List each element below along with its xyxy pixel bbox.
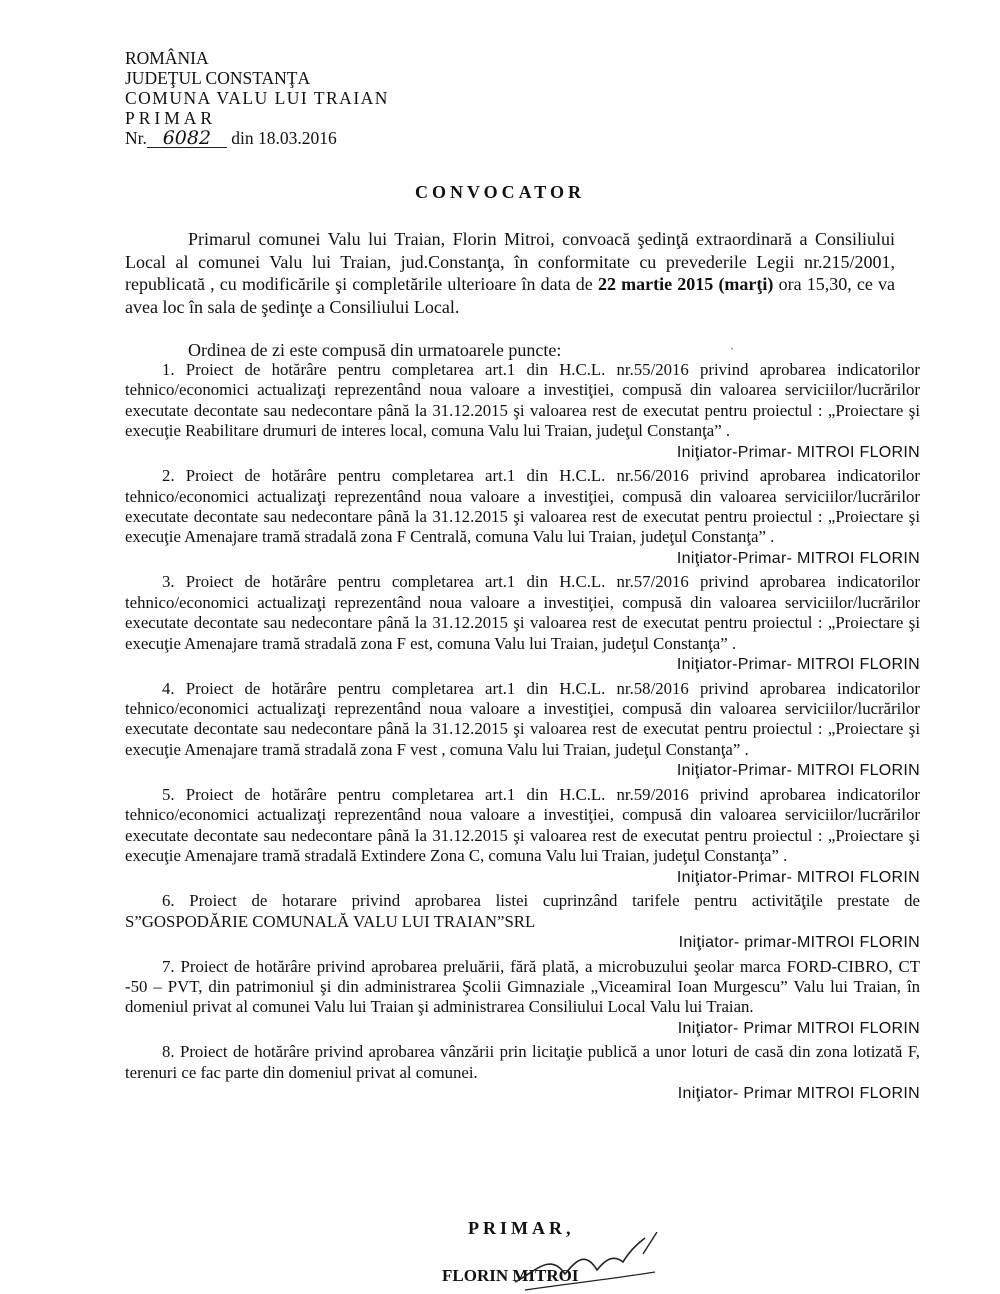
commune-line: COMUNA VALU LUI TRAIAN — [125, 88, 389, 108]
signature-title: PRIMAR, — [468, 1218, 575, 1238]
agenda-item-initiator: Iniţiator-Primar- MITROI FLORIN — [676, 656, 920, 674]
registration-date: din 18.03.2016 — [231, 128, 337, 148]
intro-text-end: ora 15,30, ce va avea loc în sala de şedinţe a Consiliului Local. — [125, 274, 896, 317]
office-line: PRIMAR — [125, 108, 217, 128]
agenda-item — [125, 957, 920, 1040]
signature-name: FLORIN MITROI — [442, 1266, 579, 1285]
agenda-item-initiator: Iniţiator- primar-MITROI FLORIN — [678, 933, 920, 951]
agenda-item — [125, 785, 920, 888]
agenda-item — [125, 466, 920, 569]
agenda-list — [125, 360, 920, 1108]
handwritten-number: 6082 — [147, 129, 227, 148]
agenda-item-initiator: Iniţiator-Primar- MITROI FLORIN — [676, 762, 920, 780]
intro-text: Primarul comunei Valu lui Traian, Florin Mitroi, convoacă şedinţă extraordinară a Consiliului Local al comunei Valu lui Traian, jud.Constanţa, în conformitate cu prevederile Legii nr.215/2001, republicată , cu modificările şi completările ulterioare în data de — [125, 229, 895, 294]
agenda-item-text: 7. Proiect de hotărâre privind aprobarea preluării, fără plată, a microbuzului şeolar marca FORD-CIBRO, CT -50 – PVT, din patrimoniul şi din administrarea Şcolii Gimnaziale „Viceamiral Ioan Murgescu” Valu lui Traian, în domeniul privat al comunei Valu lui Traian şi administrarea Consiliului Local Valu lui Traian. — [125, 956, 920, 1017]
intro-paragraph — [125, 228, 895, 318]
agenda-item-text: 2. Proiect de hotărâre pentru completarea art.1 din H.C.L. nr.56/2016 privind aprobarea indicatorilor tehnico/economici actualizaţi reprezentând noua valoare a investiţiei, compusă din valoarea serviciilor/lucrărilor executate decontate sau nedecontare până la 31.12.2015 şi valoarea rest de executat pentru proiectul : „Proiectare şi execuţie Amenajare tramă stradală zona F Centrală, comuna Valu lui Traian, judeţul Constanţa” . — [125, 466, 920, 547]
agenda-intro: Ordinea de zi este compusă din urmatoarele puncte: — [188, 340, 562, 360]
agenda-item-text: 4. Proiect de hotărâre pentru completarea art.1 din H.C.L. nr.58/2016 privind aprobarea indicatorilor tehnico/economici actualizaţi reprezentând noua valoare a investiţiei, compusă din valoarea serviciilor/lucrărilor executate decontate sau nedecontare până la 31.12.2015 şi valoarea rest de executat pentru proiectul : „Proiectare şi execuţie Amenajare tramă stradală zona F vest , comuna Valu lui Traian, judeţul Constanţa” . — [125, 678, 920, 759]
agenda-item — [125, 1042, 920, 1104]
agenda-item-text: 1. Proiect de hotărâre pentru completarea art.1 din H.C.L. nr.55/2016 privind aprobarea indicatorilor tehnico/economici actualizaţi reprezentând noua valoare a investiţiei, compusă din valoarea serviciilor/lucrărilor executate decontate sau nedecontare până la 31.12.2015 şi valoarea rest de executat pentru proiectul : „Proiectare şi execuţie Reabilitare drumuri de interes local, comuna Valu lui Traian, judeţul Constanţa” . — [125, 360, 920, 441]
country-line: ROMÂNIA — [125, 48, 209, 68]
agenda-item-initiator: Iniţiator-Primar- MITROI FLORIN — [676, 868, 920, 886]
number-prefix: Nr. — [125, 128, 147, 148]
agenda-item — [125, 360, 920, 463]
meeting-date: 22 martie 2015 — [597, 274, 714, 294]
agenda-item — [125, 679, 920, 782]
agenda-item-text: 5. Proiect de hotărâre pentru completarea art.1 din H.C.L. nr.59/2016 privind aprobarea indicatorilor tehnico/economici actualizaţi reprezentând noua valoare a investiţiei, compusă din valoarea serviciilor/lucrărilor executate decontate sau nedecontare până la 31.12.2015 şi valoarea rest de executat pentru proiectul : „Proiectare şi execuţie Amenajare tramă stradală Extindere Zona C, comuna Valu lui Traian, judeţul Constanţa” . — [125, 784, 920, 866]
document-header — [125, 48, 389, 148]
agenda-item-initiator: Iniţiator- Primar MITROI FLORIN — [677, 1019, 920, 1037]
agenda-item-initiator: Iniţiator-Primar- MITROI FLORIN — [676, 549, 920, 567]
document-title: CONVOCATOR — [415, 182, 585, 202]
registration-line — [125, 128, 389, 148]
scan-mark: ` — [730, 345, 734, 359]
meeting-day: (marţi) — [718, 274, 774, 294]
handwritten-signature — [505, 1232, 665, 1294]
agenda-item-text: 8. Proiect de hotărâre privind aprobarea vânzării prin licitaţie publică a unor loturi de casă din zona lotizată F, terenuri ce fac parte din domeniul privat al comunei. — [125, 1042, 920, 1082]
agenda-item-initiator: Iniţiator-Primar- MITROI FLORIN — [676, 443, 920, 461]
agenda-item — [125, 572, 920, 675]
agenda-item — [125, 891, 920, 953]
agenda-item-text: 6. Proiect de hotarare privind aprobarea listei cuprinzând tarifele pentru activităţile prestate de S”GOSPODĂRIE COMUNALĂ VALU LUI TRAIAN”SRL — [125, 891, 920, 931]
county-line: JUDEŢUL CONSTANŢA — [125, 68, 311, 88]
agenda-item-text: 3. Proiect de hotărâre pentru completarea art.1 din H.C.L. nr.57/2016 privind aprobarea indicatorilor tehnico/economici actualizaţi reprezentând noua valoare a investiţiei, compusă din valoarea serviciilor/lucrărilor executate decontate sau nedecontare până la 31.12.2015 şi valoarea rest de executat pentru proiectul : „Proiectare şi execuţie Amenajare tramă stradală zona F est, comuna Valu lui Traian, judeţul Constanţa” . — [125, 572, 920, 653]
agenda-item-initiator: Iniţiator- Primar MITROI FLORIN — [677, 1085, 920, 1103]
